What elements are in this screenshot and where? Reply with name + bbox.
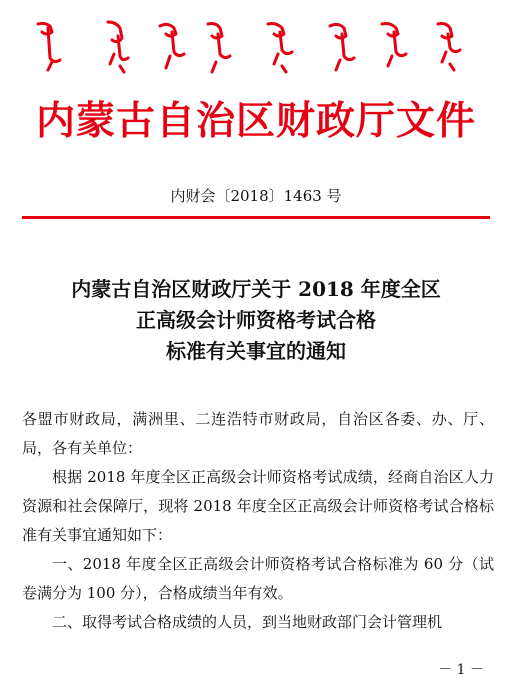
title-line: 内蒙古自治区财政厅关于 2018 年度全区 [71, 277, 441, 301]
page-number: － 1 － [438, 662, 484, 678]
mongolian-script-header [30, 18, 482, 76]
mongolian-script-graphic [30, 18, 482, 76]
title-line: 标准有关事宜的通知 [166, 339, 346, 363]
document-body [22, 405, 494, 637]
document-number: 内财会〔2018〕1463 号 [170, 187, 342, 205]
red-divider-line [22, 216, 490, 219]
title-line: 正高级会计师资格考试合格 [136, 308, 376, 332]
body-paragraph: 一、2018 年度全区正高级会计师资格考试合格标准为 60 分（试卷满分为 100 分），合格成绩当年有效。 [22, 555, 494, 602]
body-paragraph: 二、取得考试合格成绩的人员，到当地财政部门会计管理机 [52, 613, 443, 631]
body-paragraph: 根据 2018 年度全区正高级会计师资格考试成绩，经商自治区人力资源和社会保障厅，现将 2018 年度全区正高级会计师资格考试合格标准有关事宜通知如下： [22, 468, 494, 544]
document-title [0, 274, 512, 367]
document-masthead: 内蒙古自治区财政厅文件 [35, 99, 476, 144]
salutation-paragraph: 各盟市财政局，满洲里、二连浩特市财政局，自治区各委、办、厅、局，各有关单位： [22, 410, 494, 457]
